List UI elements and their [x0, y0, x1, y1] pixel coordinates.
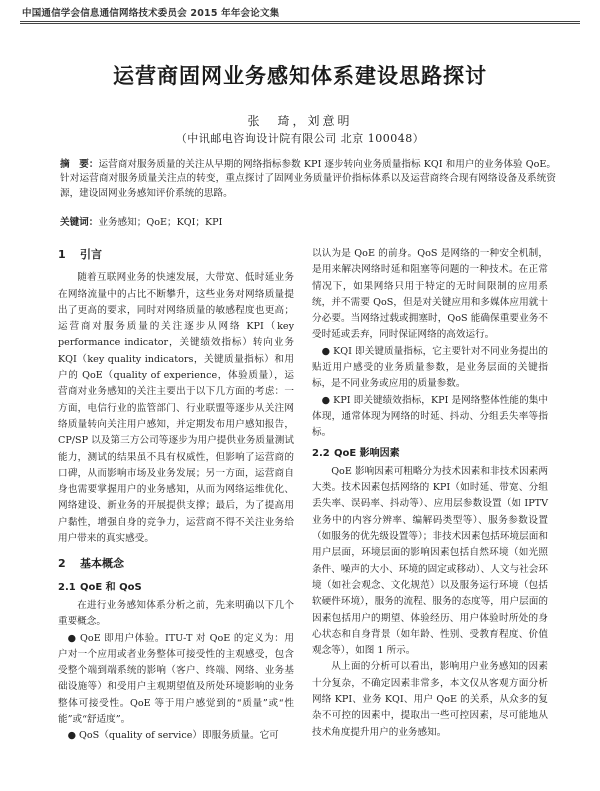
header-rule-double — [20, 23, 580, 24]
subsection-title: QoE 影响因素 — [334, 447, 400, 459]
section-heading-intro — [58, 247, 294, 263]
abstract-label: 摘 要： — [60, 159, 99, 170]
keywords — [60, 216, 556, 230]
left-column — [58, 238, 294, 745]
bullet-item: ● KPI 即关键绩效指标，KPI 是网络整体性能的集中体现，通常体现为网络的时延、抖动、分组丢失率等指标。 — [312, 394, 548, 439]
paragraph: 从上面的分析可以看出，影响用户业务感知的因素十分复杂，不确定因素非常多，本文仅从客观方面分析网络 KPI、业务 KQI、用户 QoE 的关系，从众多的复杂不可控的因素中，提取出一些可控因素，尽可能地从技术角度提升用户的业务感知。 — [312, 661, 548, 738]
paragraph: 以认为是 QoE 的前身。QoS 是网络的一种安全机制，是用来解决网络时延和阻塞等问题的一种技术。在正常情况下，如果网络只用于特定的无时间限制的应用系统，并不需要 QoS，但是对关键应用和多媒体应用就十分必要。当网络过载或拥塞时，QoS 能确保重要业务不受时延或丢弃，同时保证网络的高效运行。 — [312, 248, 548, 341]
section-number: 2 — [58, 557, 66, 571]
keywords-text: 业务感知；QoE；KQI；KPI — [98, 217, 223, 228]
section-number: 1 — [58, 248, 66, 261]
bullet-item: ● QoS（quality of service）即服务质量。它可 — [67, 730, 279, 742]
bullet-item: ● KQI 即关键质量指标，它主要针对不同业务提出的贴近用户感受的业务质量参数，是业务层面的关键指标，是不同业务或应用的质量参数。 — [312, 345, 548, 390]
subsection-heading-qoe-factors — [312, 446, 548, 462]
section-title: 基本概念 — [80, 557, 124, 571]
running-header: 中国通信学会信息通信网络技术委员会 2015 年年会论文集 — [22, 8, 280, 19]
subsection-title: QoE 和 QoS — [80, 581, 142, 593]
paper-affiliation: （中讯邮电咨询设计院有限公司 北京 100048） — [175, 132, 425, 145]
paragraph: 随着互联网业务的快速发展，大带宽、低时延业务在网络流量中的占比不断攀升，这些业务对网络质量提出了更高的要求，同时对网络质量的敏感程度也更高；运营商对服务质量的关注逐步从网络 KPI（key performance indicator，关键绩效指标）转向业务 KQI（key quality indicators，关键质量指标）和用户的 QoE（quality of experience，体验质量），运营商对业务感知的关注主要出于以下几方面的考虑：一方面，电信行业的监管部门、行业联盟等逐步从关注网络质量转向关注用户感知，并定期发布用户感知报告，CP/SP 以及第三方公司等逐步为用户提供业务质量测试能力，测试的结果虽不具有权威性，但影响了运营商的口碑，从而影响市场及业务发展；另一方面，运营商自身也需要掌握用户的业务感知，从而为网络运维优化、网络建设、新业务的开展提供支撑；最后，为了提高用户黏性，增强自身的竞争力，运营商不得不关注业务给用户带来的真实感受。 — [58, 272, 294, 545]
bullet-item: ● QoE 即用户体验。ITU-T 对 QoE 的定义为：用户对一个应用或者业务整体可接受性的主观感受，包含受整个端到端系统的影响（客户、终端、网络、业务基础设施等）和受用户主观期望值及所处环境影响的业务整体可接受性。QoE 等于用户感觉到的“质量”或“性能”或“舒适度”。 — [58, 632, 294, 726]
subsection-number: 2.2 — [312, 447, 330, 459]
section-heading-concepts — [58, 556, 294, 572]
subsection-heading-qoe-qos — [58, 580, 294, 596]
keywords-label: 关键词： — [60, 217, 99, 228]
paper-title: 运营商固网业务感知体系建设思路探讨 — [113, 64, 487, 88]
section-title: 引言 — [80, 248, 102, 261]
right-column — [312, 246, 548, 741]
paragraph: QoE 影响因素可粗略分为技术因素和非技术因素两大类。技术因素包括网络的 KPI（如时延、带宽、分组丢失率、误码率、抖动等）、应用层参数设置（如 IPTV 业务中的内容分辨率、编解码类型等）、服务参数设置（如服务的优先级设置等）；非技术因素包括环境层面和用户层面，环境层面的影响因素包括自然环境（如光照条件、噪声的大小、环境的固定或移动）、人文与社会环境（如社会观念、文化规范）以及服务运行环境（包括软硬件环境），服务的流程、服务的态度等，用户层面的因素包括用户的期望、体验经历、用户体验时所处的身心状态和自身背景（如年龄、性别、受教育程度、价值观念等），如图 1 所示。 — [312, 465, 548, 657]
abstract — [60, 158, 556, 201]
paragraph: 在进行业务感知体系分析之前，先来明确以下几个重要概念。 — [58, 599, 294, 628]
subsection-number: 2.1 — [58, 581, 76, 593]
header-rule — [20, 21, 580, 22]
abstract-text: 运营商对服务质量的关注从早期的网络指标参数 KPI 逐步转向业务质量指标 KQI 和用户的业务体验 QoE。针对运营商对服务质量关注点的转变，重点探讨了固网业务质量评价指标体系以及运营商终合现有网络设备及系统资源，建设固网业务感知评价系统的思路。 — [60, 159, 556, 199]
paper-authors: 张 琦，刘意明 — [247, 114, 353, 128]
